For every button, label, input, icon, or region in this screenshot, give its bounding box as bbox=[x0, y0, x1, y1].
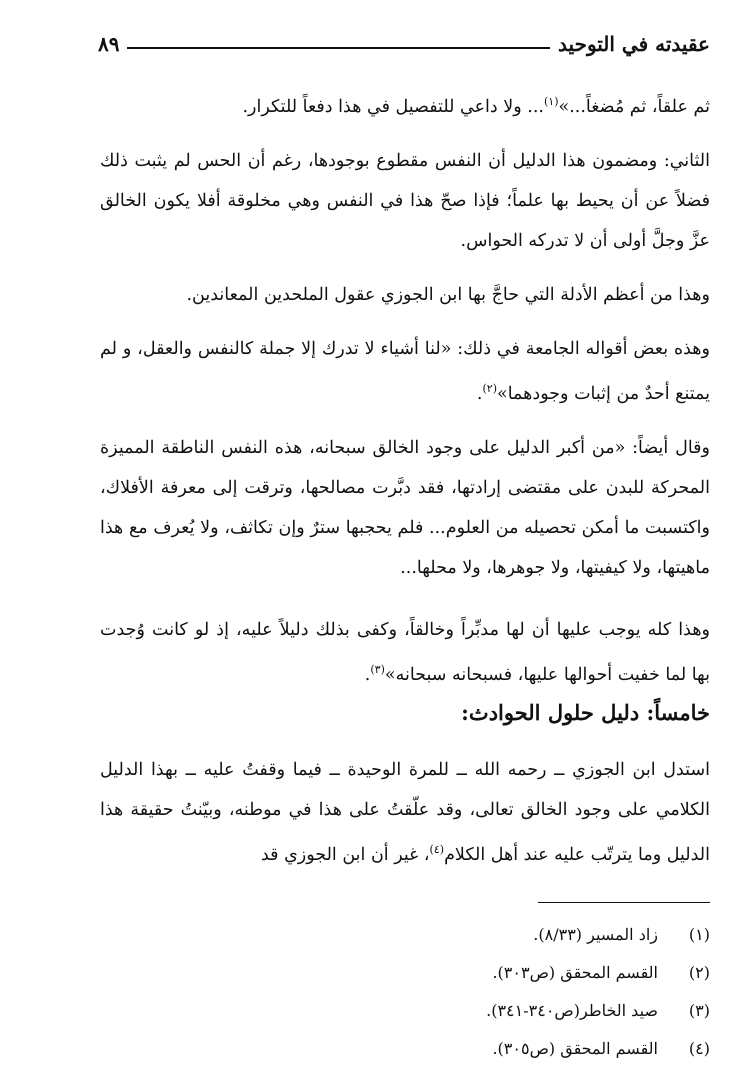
page-number: ٨٩ bbox=[98, 32, 120, 56]
footnote-text: صيد الخاطر(ص٣٤٠-٣٤١). bbox=[486, 1001, 658, 1020]
running-header bbox=[98, 22, 710, 56]
footnote-text: القسم المحقق (ص٣٠٣). bbox=[492, 963, 658, 982]
footnote-number: (٣) bbox=[688, 1001, 710, 1020]
footnote bbox=[100, 954, 710, 992]
footnote-number: (٤) bbox=[688, 1039, 710, 1058]
footnote-ref: (٢) bbox=[482, 381, 498, 395]
section-text bbox=[100, 750, 710, 875]
paragraph: وهذا من أعظم الأدلة التي حاجَّ بها ابن الجوزي عقول الملحدين المعاندين. bbox=[186, 284, 710, 305]
main-text bbox=[100, 82, 710, 708]
footnote-text: زاد المسير (٨/٣٣). bbox=[533, 925, 658, 944]
footnote-ref: (٤) bbox=[429, 843, 445, 856]
footnote-ref: (٣) bbox=[370, 662, 385, 676]
header-rule bbox=[127, 47, 550, 49]
paragraph: ثم علقاً، ثم مُضغاً...»$^{(١)}$... ولا داعي للتفصيل في هذا دفعاً للتكرار. bbox=[242, 95, 710, 117]
paragraph: وهذه بعض أقواله الجامعة في ذلك: «لنا أشياء لا تدرك إلا جملة كالنفس والعقل، و لم يمتنع أحدٌ من إثبات وجودهما»$^{(٢)}$. bbox=[100, 338, 710, 404]
footnote-number: (١) bbox=[688, 925, 710, 944]
footnote bbox=[100, 992, 710, 1030]
footnote-number: (٢) bbox=[688, 963, 710, 982]
footnotes bbox=[100, 916, 710, 1068]
footnote bbox=[100, 916, 710, 954]
section-heading: خامساً: دليل حلول الحوادث: bbox=[461, 700, 710, 725]
paragraph: استدل ابن الجوزي ــ رحمه الله ــ للمرة الوحيدة ــ فيما وقفتُ عليه ــ بهذا الدليل الكلامي على وجود الخالق تعالى، وقد علّقتُ على هذا في موطنه، وبيّنتُ حقيقة هذا الدليل وما يترتّب عليه عند أهل الكلام$^{(٤)}$، غير أن ابن الجوزي قد bbox=[100, 760, 710, 865]
footnote-ref: (١) bbox=[543, 95, 559, 108]
footnote-separator bbox=[538, 902, 710, 903]
header-title: عقيدته في التوحيد bbox=[558, 32, 710, 56]
footnote-text: القسم المحقق (ص٣٠٥). bbox=[492, 1039, 658, 1058]
paragraph: وقال أيضاً: «من أكبر الدليل على وجود الخالق سبحانه، هذه النفس الناطقة المميزة المحركة للبدن على مقتضى إرادتها، فقد دبَّرت مصالحها، وترقت إلى معرفة الأفلاك، واكتسبت ما أمكن تحصيله من العلوم... فلم يحجبها سترٌ وإن تكاثف، ولا يُعرف مع هذا ماهيتها، ولا كيفيتها، ولا جوهرها، ولا محلها... bbox=[100, 437, 710, 578]
paragraph: الثاني: ومضمون هذا الدليل أن النفس مقطوع بوجودها، رغم أن الحس لم يثبت ذلك فضلاً عن أن يحيط بها علماً؛ فإذا صحّ هذا في النفس وهي مخلوقة أفلا يكون الخالق عزَّ وجلَّ أولى أن لا تدركه الحواس. bbox=[100, 150, 710, 251]
footnote bbox=[100, 1030, 710, 1068]
paragraph: وهذا كله يوجب عليها أن لها مدبِّراً وخالقاً، وكفى بذلك دليلاً عليه، إذ لو كانت وُجدت بها لما خفيت أحوالها عليها، فسبحانه سبحانه»$^{(٣)}$. bbox=[100, 619, 710, 685]
